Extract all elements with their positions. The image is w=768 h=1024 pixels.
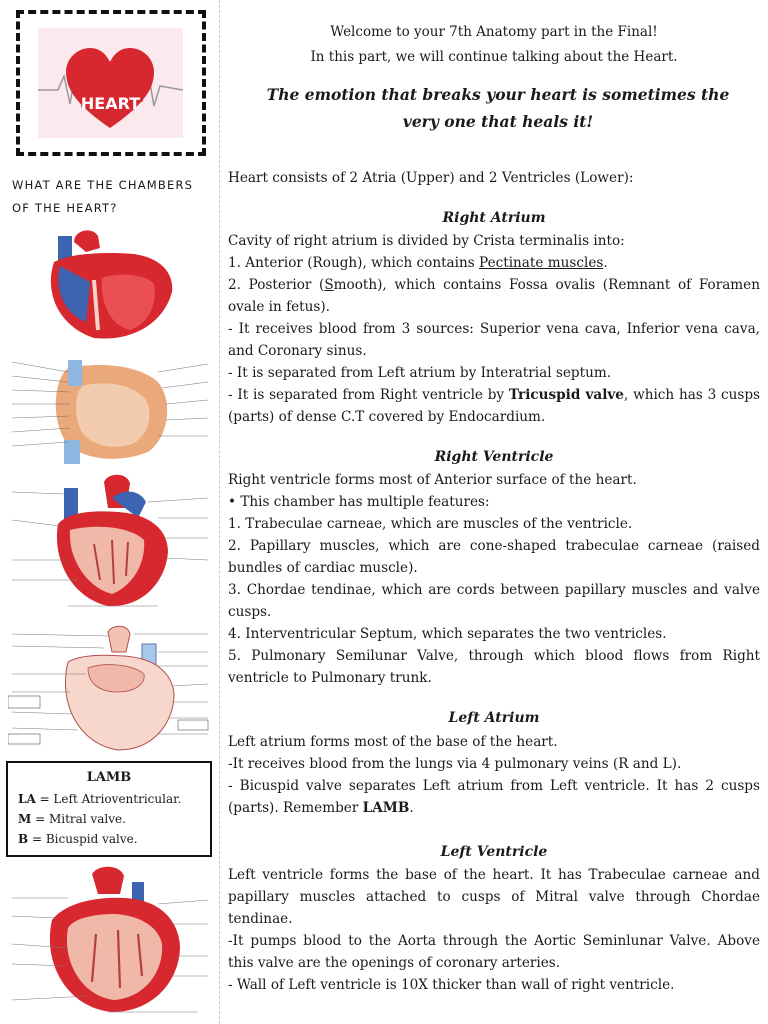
lamb-mnemonic-box <box>6 761 212 857</box>
lv-aorta: -It pumps blood to the Aorta through the Aortic Seminlunar Valve. Above this valve are the openings of coronary arteries. <box>228 933 760 971</box>
right-atrium-section <box>228 230 760 428</box>
sidebar <box>0 0 218 1024</box>
ra-crista-terminalis: Cavity of right atrium is divided by Crista terminalis into: <box>228 233 625 249</box>
ra-interatrial-septum: - It is separated from Left atrium by Interatrial septum. <box>228 365 612 381</box>
heart-quote: The emotion that breaks your heart is sometimes the very one that heals it! <box>266 85 730 131</box>
lamb-line-b: B = Bicuspid valve. <box>18 832 138 846</box>
lamb-line-m: M = Mitral valve. <box>18 812 126 826</box>
rv-chordae: 3. Chordae tendinae, which are cords between papillary muscles and valve cusps. <box>228 582 760 620</box>
la-bicuspid: - Bicuspid valve separates Left atrium from Left ventricle. It has 2 cusps (parts). Remember LAMB. <box>228 778 760 816</box>
rv-trabeculae: 1. Trabeculae carneae, which are muscles of the ventricle. <box>228 516 633 532</box>
left-atrium-illustration <box>8 622 212 756</box>
heart-logo-frame <box>16 10 206 156</box>
la-base: Left atrium forms most of the base of the heart. <box>228 734 558 750</box>
rv-papillary: 2. Papillary muscles, which are cone-shaped trabeculae carneae (raised bundles of cardiac muscle). <box>228 538 760 576</box>
lv-wall: - Wall of Left ventricle is 10X thicker than wall of right ventricle. <box>228 977 675 993</box>
right-ventricle-heading: Right Ventricle <box>434 449 554 465</box>
left-atrium-section <box>228 731 760 819</box>
heart-logo <box>38 28 183 138</box>
right-ventricle-illustration <box>8 468 212 618</box>
chambers-question: WHAT ARE THE CHAMBERS OF THE HEART? <box>12 178 194 215</box>
right-atrium-illustration <box>8 352 212 470</box>
left-ventricle-section <box>228 864 760 996</box>
ra-posterior: 2. Posterior (Smooth), which contains Fossa ovalis (Remnant of Foramen ovale in fetus). <box>228 277 760 315</box>
ra-anterior: 1. Anterior (Rough), which contains Pectinate muscles. <box>228 255 608 271</box>
left-ventricle-heading: Left Ventricle <box>440 844 548 860</box>
continue-line: In this part, we will continue talking about the Heart. <box>310 49 678 65</box>
ra-tricuspid-valve: - It is separated from Right ventricle by Tricuspid valve, which has 3 cusps (parts) of dense C.T covered by Endocardium. <box>228 387 761 425</box>
right-ventricle-section <box>228 469 760 689</box>
la-pulmonary-veins: -It receives blood from the lungs via 4 pulmonary veins (R and L). <box>228 756 682 772</box>
lv-base: Left ventricle forms the base of the heart. It has Trabeculae carneae and papillary muscles attached to cusps of Mitral valve through Chordae tendinae. <box>228 867 760 927</box>
rv-features-intro: • This chamber has multiple features: <box>228 494 490 510</box>
rv-anterior-surface: Right ventricle forms most of Anterior surface of the heart. <box>228 472 637 488</box>
rv-pulmonary-valve: 5. Pulmonary Semilunar Valve, through which blood flows from Right ventricle to Pulmonary trunk. <box>228 648 760 686</box>
left-ventricle-illustration <box>8 864 212 1016</box>
lamb-title: LAMB <box>86 770 132 785</box>
heart-logo-text: HEART <box>80 94 141 113</box>
heart-summary: Heart consists of 2 Atria (Upper) and 2 Ventricles (Lower): <box>228 170 634 186</box>
left-atrium-heading: Left Atrium <box>448 710 540 726</box>
rv-septum: 4. Interventricular Septum, which separates the two ventricles. <box>228 626 667 642</box>
right-atrium-heading: Right Atrium <box>442 210 546 226</box>
ra-blood-sources: - It receives blood from 3 sources: Superior vena cava, Inferior vena cava, and Coronary sinus. <box>228 321 760 359</box>
welcome-line: Welcome to your 7th Anatomy part in the Final! <box>330 24 658 40</box>
lamb-line-la: LA = Left Atrioventricular. <box>18 792 182 806</box>
column-divider <box>219 0 221 1024</box>
heart-chambers-illustration <box>14 222 206 344</box>
